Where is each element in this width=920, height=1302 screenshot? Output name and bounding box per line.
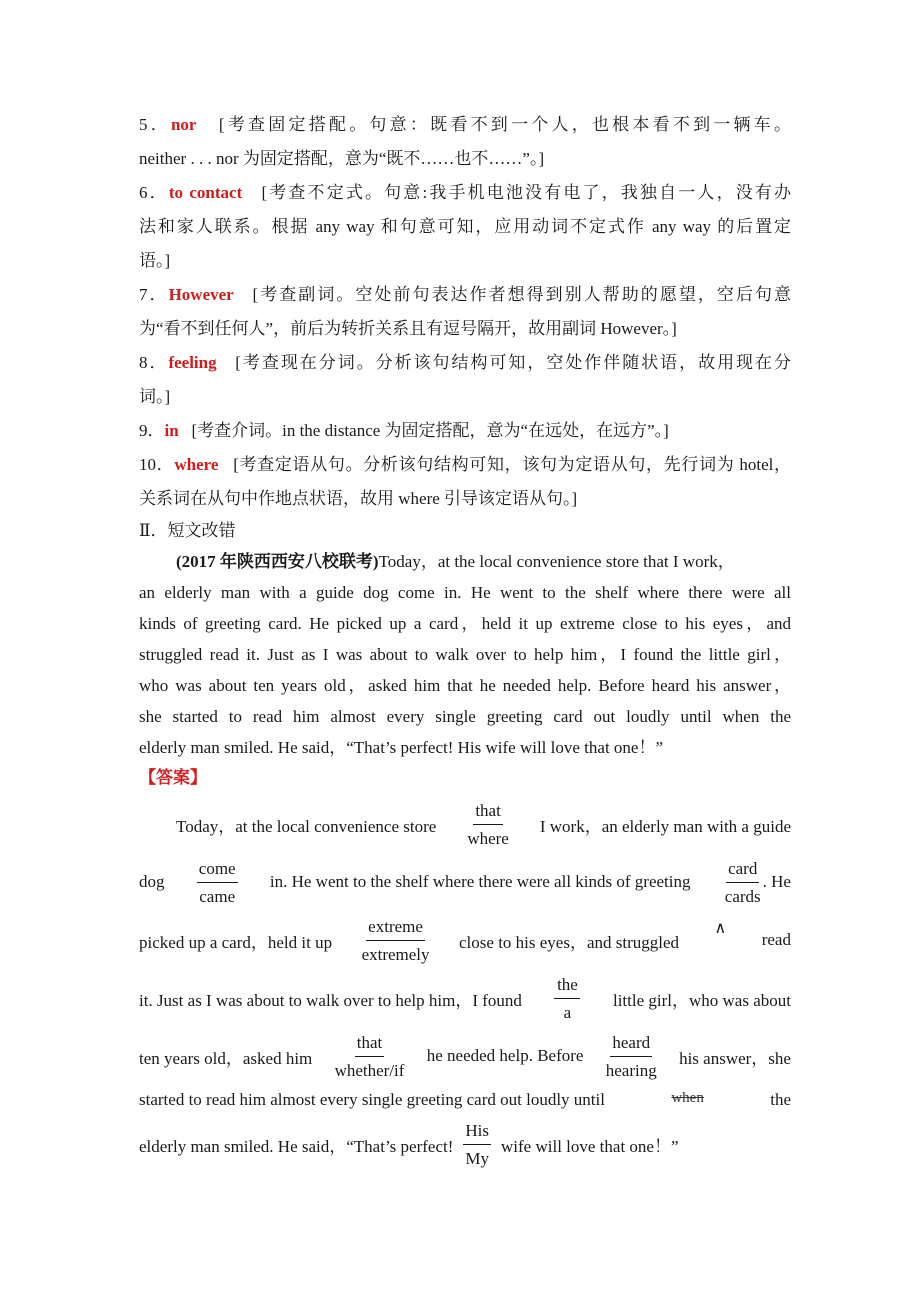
explanation-q8-line2: 词。]	[139, 387, 171, 406]
explanation-q5-line1: 5．nor [考查固定搭配。句意：既看不到一个人，也根本看不到一辆车。	[139, 115, 792, 134]
passage-line-6: she started to read him almost every single greeting card out loudly until when the	[139, 707, 791, 726]
correction-card-cards: card cards	[723, 855, 763, 910]
deleted-word-when: when	[671, 1089, 704, 1106]
passage-line-2: an elderly man with a guide dog come in. He went to the shelf where there were all	[139, 583, 791, 602]
passage-line-7: elderly man smiled. He said，“That’s perfect! His wife will love that one！”	[139, 738, 664, 757]
corrected-line-5: ten years old，asked him that whether/if he needed help. Before heard hearing his answer，she	[139, 1027, 791, 1085]
correction-heard-hearing: heard hearing	[604, 1029, 659, 1084]
passage	[139, 546, 791, 763]
answer-q5: nor	[170, 115, 197, 134]
corrected-passage	[139, 795, 791, 1173]
correction-the-a: the a	[554, 971, 580, 1026]
corrected-line-6: started to read him almost every single greeting card out loudly until when the	[139, 1089, 791, 1109]
explanation-q8-line1: 8．feeling [考查现在分词。分析该句结构可知，空处作伴随状语，故用现在分	[139, 353, 791, 372]
passage-line-4: struggled read it. Just as I was about to walk over to help him，I found the little girl，	[139, 645, 791, 664]
passage-source: (2017 年陕西西安八校联考)	[176, 552, 379, 571]
explanation-q10-line2: 关系词在从句中作地点状语，故用 where 引导该定语从句。]	[139, 489, 578, 508]
passage-line-5: who was about ten years old，asked him that he needed help. Before heard his answer，	[139, 676, 791, 695]
answer-q6: to contact	[168, 183, 243, 202]
correction-his-my: His My	[463, 1117, 491, 1172]
insertion-caret-icon: ∧	[714, 920, 727, 937]
answer-q8: feeling	[168, 353, 217, 372]
answer-q7: However	[168, 285, 234, 304]
document-page	[139, 108, 791, 1173]
corrected-line-4: it. Just as I was about to walk over to help him，I found the a little girl，who was about	[139, 969, 791, 1027]
passage-line-3: kinds of greeting card. He picked up a card，held it up extreme close to his eyes，and	[139, 614, 791, 633]
explanation-q7-line2: 为“看不到任何人”，前后为转折关系且有逗号隔开，故用副词 However。]	[139, 319, 677, 338]
corrected-line-1: Today，at the local convenience store that where I work，an elderly man with a guide	[139, 795, 791, 853]
explanation-q10-line1: 10．where [考查定语从句。分析该句结构可知，该句为定语从句，先行词为 hotel，	[139, 455, 792, 474]
correction-that-whether: that whether/if	[333, 1029, 407, 1084]
passage-line-1: (2017 年陕西西安八校联考)Today，at the local convenience store that I work，	[176, 552, 735, 571]
explanation-q6-line2: 法和家人联系。根据 any way 和句意可知，应用动词不定式作 any way 的后置定	[139, 217, 791, 236]
explanation-q7-line1: 7．However [考查副词。空处前句表达作者想得到别人帮助的愿望，空后句意	[139, 285, 792, 304]
section-title: Ⅱ．短文改错	[139, 521, 236, 540]
corrected-line-2: dog come came in. He went to the shelf where there were all kinds of greeting card cards . He	[139, 853, 791, 911]
explanation-q5-line2: neither . . . nor 为固定搭配，意为“既不……也不……”。]	[139, 149, 545, 168]
explanation-q9-line1: 9．in [考查介词。in the distance 为固定搭配，意为“在远处，在远方”。]	[139, 421, 669, 440]
correction-that-where: that where	[465, 797, 511, 852]
corrected-line-7: elderly man smiled. He said，“That’s perfect! His My wife will love that one！”	[139, 1115, 791, 1173]
correction-extreme-extremely: extreme extremely	[360, 913, 432, 968]
corrected-line-3: picked up a card，held it up extreme extremely close to his eyes，and struggled ∧ read	[139, 911, 791, 969]
answer-q10: where	[174, 455, 219, 474]
answer-label: 【答案】	[139, 768, 207, 787]
answer-q9: in	[164, 421, 179, 440]
explanation-q6-line1: 6．to contact [考查不定式。句意:我手机电池没有电了，我独自一人，没有办	[139, 183, 792, 202]
correction-come-came: come came	[197, 855, 238, 910]
explanation-q6-line3: 语。]	[139, 251, 171, 270]
